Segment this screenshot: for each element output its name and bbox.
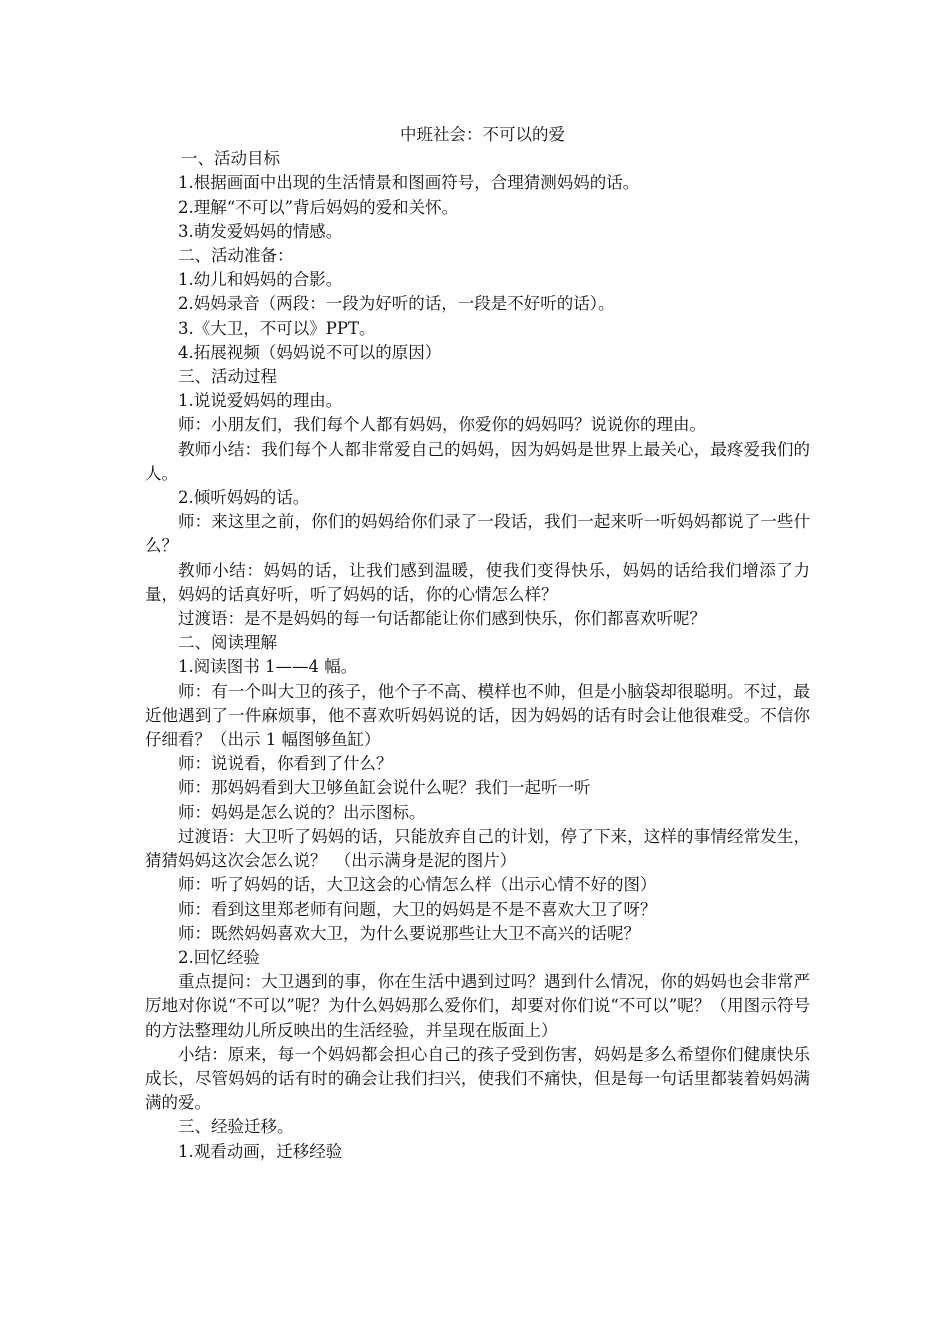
paragraph: 师：小朋友们，我们每个人都有妈妈，你爱你的妈妈吗？说说你的理由。 <box>178 415 706 435</box>
paragraph: 3.萌发爱妈妈的情感。 <box>178 221 343 241</box>
paragraph: 2.妈妈录音（两段：一段为好听的话，一段是不好听的话）。 <box>178 294 615 314</box>
paragraph: 4.拓展视频（妈妈说不可以的原因） <box>178 342 442 362</box>
paragraph: 重点提问：大卫遇到的事，你在生活中遇到过吗？遇到什么情况，你的妈妈也会非常严厉地对你说“不可以”呢？为什么妈妈那么爱你们，却要对你们说“不可以”呢？（用图示符号的方法整理幼儿所反映出的生活经验，并呈现在版面上） <box>145 972 810 1040</box>
document-body <box>145 123 810 1164</box>
paragraph: 三、活动过程 <box>178 367 277 387</box>
paragraph: 3.《大卫，不可以》PPT。 <box>178 318 376 338</box>
paragraph: 1.幼儿和妈妈的合影。 <box>178 270 343 290</box>
paragraph: 教师小结：我们每个人都非常爱自己的妈妈，因为妈妈是世界上最关心，最疼爱我们的人。 <box>145 439 810 483</box>
paragraph-list <box>145 147 810 1164</box>
document-title: 中班社会：不可以的爱 <box>400 125 565 144</box>
paragraph: 过渡语：大卫听了妈妈的话，只能放弃自己的计划，停了下来，这样的事情经常发生，猜猜妈妈这次会怎么说？ （出示满身是泥的图片） <box>145 826 810 871</box>
paragraph: 2.回忆经验 <box>178 947 260 967</box>
paragraph: 1.观看动画，迁移经验 <box>178 1141 343 1161</box>
paragraph: 1.阅读图书 1——4 幅。 <box>178 657 358 677</box>
paragraph: 师：既然妈妈喜欢大卫，为什么要说那些让大卫不高兴的话呢？ <box>178 923 640 943</box>
paragraph: 1.说说爱妈妈的理由。 <box>178 391 343 411</box>
paragraph: 小结：原来，每一个妈妈都会担心自己的孩子受到伤害，妈妈是多么希望你们健康快乐成长，尽管妈妈的话有时的确会让我们扫兴，使我们不痛快，但是每一句话里都装着妈妈满满的爱。 <box>145 1044 810 1113</box>
paragraph: 二、活动准备： <box>178 246 294 266</box>
paragraph: 二、阅读理解 <box>178 633 277 653</box>
paragraph: 师：妈妈是怎么说的？出示图标。 <box>178 802 426 822</box>
section-heading: 一、活动目标 <box>181 149 280 169</box>
paragraph: 2.倾听妈妈的话。 <box>178 488 310 508</box>
paragraph: 师：那妈妈看到大卫够鱼缸会说什么呢？我们一起听一听 <box>178 778 591 798</box>
paragraph: 教师小结：妈妈的话，让我们感到温暖，使我们变得快乐，妈妈的话给我们增添了力量，妈妈的话真好听，听了妈妈的话，你的心情怎么样？ <box>145 560 810 604</box>
paragraph: 过渡语：是不是妈妈的每一句话都能让你们感到快乐，你们都喜欢听呢？ <box>178 609 706 629</box>
paragraph: 1.根据画面中出现的生活情景和图画符号，合理猜测妈妈的话。 <box>178 173 640 193</box>
paragraph: 三、经验迁移。 <box>178 1117 294 1137</box>
paragraph: 2.理解“不可以”背后妈妈的爱和关怀。 <box>178 197 459 217</box>
paragraph: 师：看到这里郑老师有问题，大卫的妈妈是不是不喜欢大卫了呀？ <box>178 899 657 919</box>
paragraph: 师：有一个叫大卫的孩子，他个子不高、模样也不帅，但是小脑袋却很聪明。不过，最近他遇到了一件麻烦事，他不喜欢听妈妈说的话，因为妈妈的话有时会让他很难受。不信你仔细看？（出示 1 幅图够鱼缸） <box>145 681 810 750</box>
paragraph: 师：来这里之前，你们的妈妈给你们录了一段话，我们一起来听一听妈妈都说了一些什么？ <box>145 512 810 556</box>
paragraph: 师：说说看，你看到了什么？ <box>178 754 393 774</box>
paragraph: 师：听了妈妈的话，大卫这会的心情怎么样（出示心情不好的图） <box>178 875 657 895</box>
